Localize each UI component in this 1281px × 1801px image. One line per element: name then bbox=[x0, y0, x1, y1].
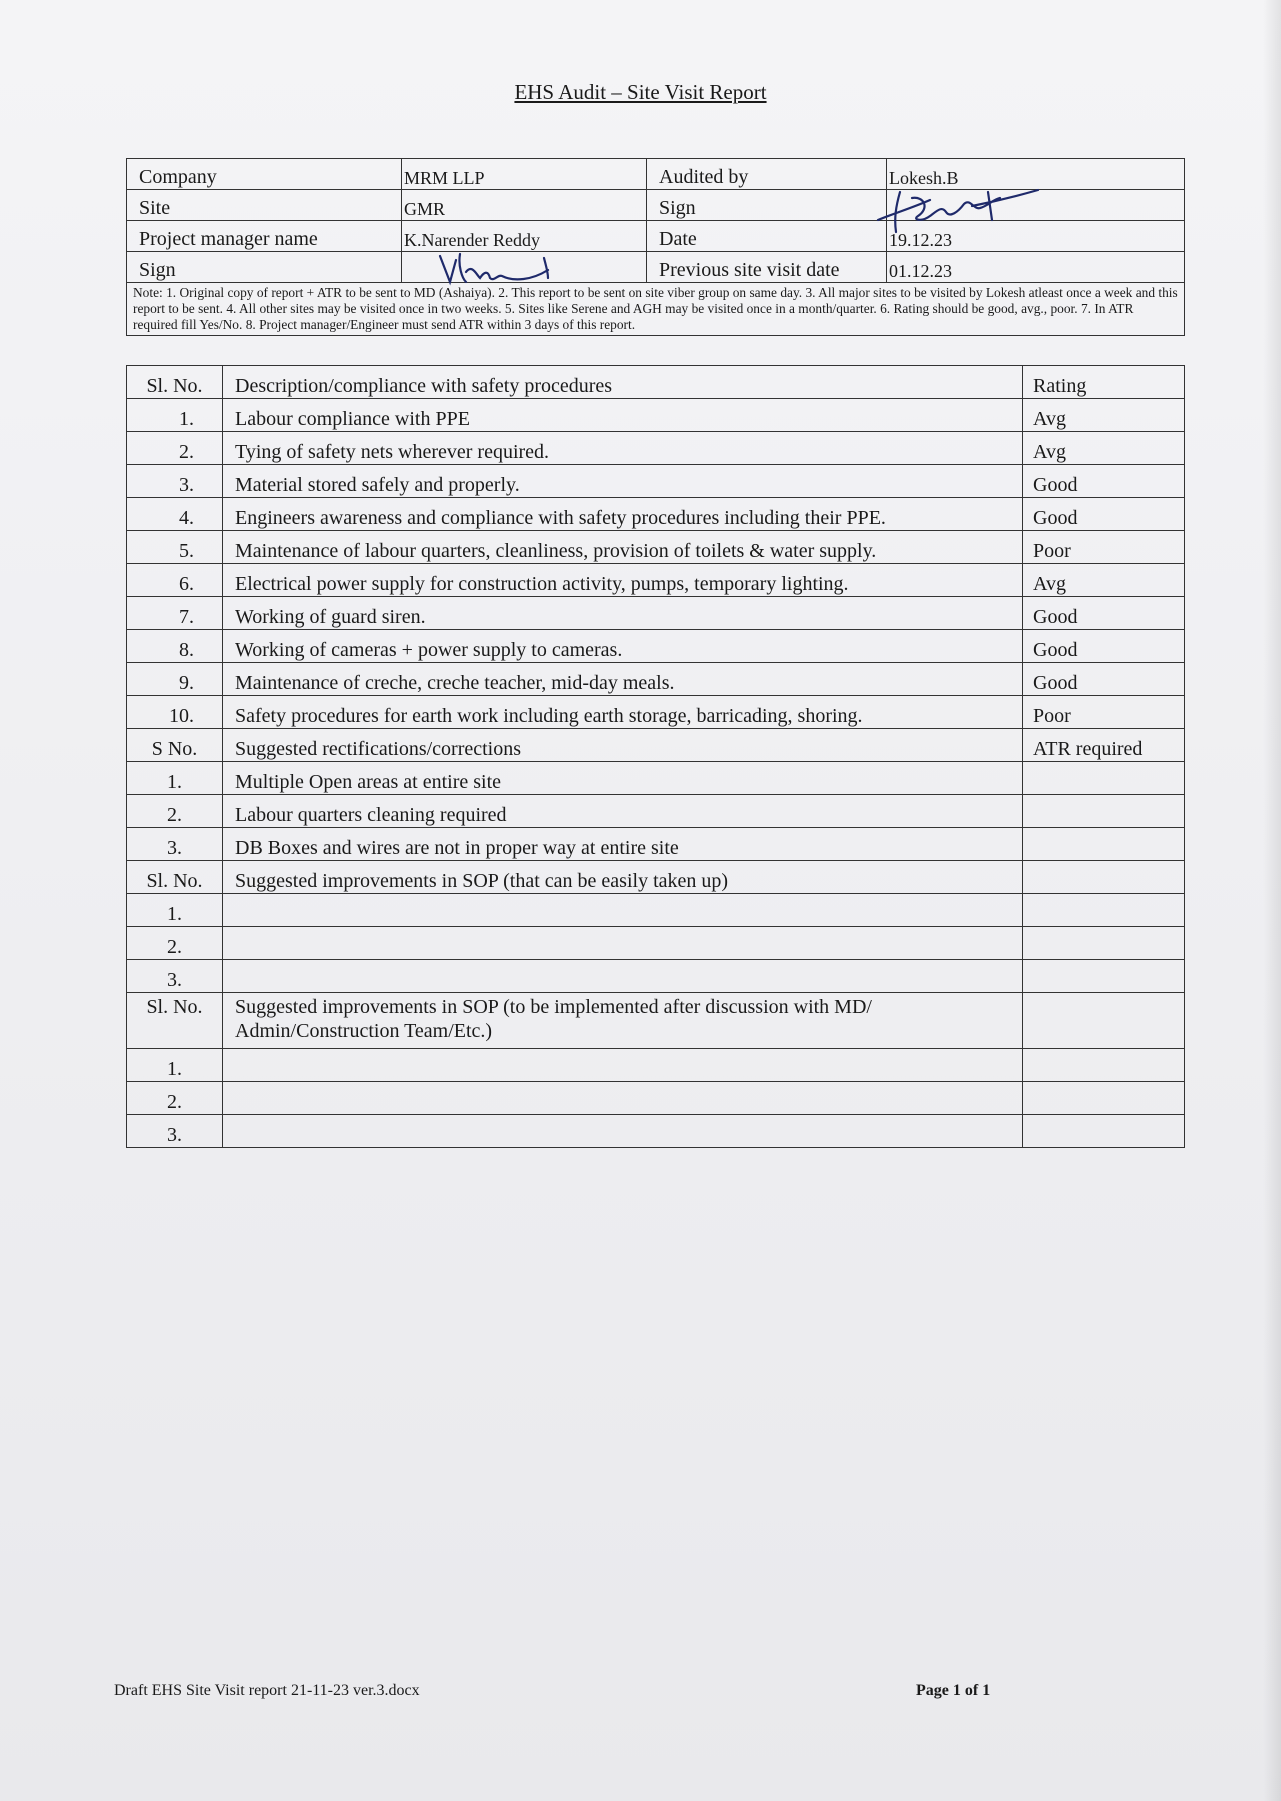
sop-easy-row-blank bbox=[1023, 894, 1185, 927]
compliance-row-description: Maintenance of creche, creche teacher, mid-day meals. bbox=[223, 663, 1023, 696]
footer-filename: Draft EHS Site Visit report 21-11-23 ver.3.docx bbox=[114, 1682, 420, 1699]
sop-easy-row bbox=[127, 927, 1185, 960]
compliance-row-description: Material stored safely and properly. bbox=[223, 465, 1023, 498]
sop-discuss-col-desc: Suggested improvements in SOP (to be implemented after discussion with MD/ Admin/Construction Team/Etc.) bbox=[223, 993, 1023, 1049]
sop-discuss-row-blank bbox=[1023, 1115, 1185, 1148]
sop-discuss-row-blank bbox=[1023, 1082, 1185, 1115]
header-row-site bbox=[127, 190, 1185, 221]
rectification-row bbox=[127, 828, 1185, 861]
report-title: EHS Audit – Site Visit Report bbox=[514, 80, 767, 104]
rectification-row bbox=[127, 795, 1185, 828]
compliance-row bbox=[127, 630, 1185, 663]
prev-visit-label: Previous site visit date bbox=[647, 252, 887, 283]
sop-easy-col-desc: Suggested improvements in SOP (that can be easily taken up) bbox=[223, 861, 1023, 894]
rectification-row-atr bbox=[1023, 795, 1185, 828]
compliance-row-description: Safety procedures for earth work including earth storage, barricading, shoring. bbox=[223, 696, 1023, 729]
note-text: Note: 1. Original copy of report + ATR to be sent to MD (Ashaiya). 2. This report to be sent on site viber group on same day. 3. All major sites to be visited by Lokesh atleast once a week and this report to be sent. 4. All other sites may be visited once in two weeks. 5. Sites like Serene and AGH may be visited once in a month/quarter. 6. Rating should be good, avg., poor. 7. In ATR required fill Yes/No. 8. Project manager/Engineer must send ATR within 3 days of this report. bbox=[127, 283, 1185, 336]
compliance-row-number: 7. bbox=[127, 597, 223, 630]
rectification-row-number: 1. bbox=[127, 762, 223, 795]
compliance-col-desc: Description/compliance with safety procedures bbox=[223, 366, 1023, 399]
compliance-row-rating: Good bbox=[1023, 465, 1185, 498]
sop-discuss-header-row bbox=[127, 993, 1185, 1049]
pm-value: K.Narender Reddy bbox=[402, 221, 647, 252]
sop-easy-row-description bbox=[223, 960, 1023, 993]
sop-easy-row-blank bbox=[1023, 927, 1185, 960]
compliance-col-rating: Rating bbox=[1023, 366, 1185, 399]
pm-label: Project manager name bbox=[127, 221, 402, 252]
sop-easy-rows bbox=[127, 894, 1185, 993]
sop-easy-col-no: Sl. No. bbox=[127, 861, 223, 894]
compliance-row-rating: Avg bbox=[1023, 564, 1185, 597]
compliance-row-rating: Poor bbox=[1023, 531, 1185, 564]
compliance-row-rating: Good bbox=[1023, 663, 1185, 696]
footer-page-number: Page 1 of 1 bbox=[916, 1682, 991, 1699]
sop-easy-row bbox=[127, 894, 1185, 927]
rectification-row-description: DB Boxes and wires are not in proper way at entire site bbox=[223, 828, 1023, 861]
page-edge-shadow bbox=[1263, 0, 1281, 1801]
pm-sign-label: Sign bbox=[127, 252, 402, 283]
audit-table bbox=[126, 365, 1185, 1148]
audited-by-value: Lokesh.B bbox=[887, 159, 1185, 190]
compliance-row bbox=[127, 432, 1185, 465]
compliance-row bbox=[127, 564, 1185, 597]
sop-discuss-row-number: 2. bbox=[127, 1082, 223, 1115]
compliance-row-number: 5. bbox=[127, 531, 223, 564]
compliance-row bbox=[127, 498, 1185, 531]
rectification-header-row bbox=[127, 729, 1185, 762]
compliance-row-rating: Good bbox=[1023, 597, 1185, 630]
header-info-table bbox=[126, 158, 1185, 336]
compliance-row-description: Maintenance of labour quarters, cleanliness, provision of toilets & water supply. bbox=[223, 531, 1023, 564]
sop-easy-row-blank bbox=[1023, 960, 1185, 993]
auditor-sign-cell bbox=[887, 190, 1185, 221]
compliance-row-description: Electrical power supply for construction activity, pumps, temporary lighting. bbox=[223, 564, 1023, 597]
compliance-row-rating: Avg bbox=[1023, 432, 1185, 465]
compliance-row-description: Working of cameras + power supply to cameras. bbox=[223, 630, 1023, 663]
prev-visit-value: 01.12.23 bbox=[887, 252, 1185, 283]
auditor-sign-label: Sign bbox=[647, 190, 887, 221]
compliance-row-number: 3. bbox=[127, 465, 223, 498]
sop-discuss-row-blank bbox=[1023, 1049, 1185, 1082]
sop-discuss-rows bbox=[127, 1049, 1185, 1148]
company-value: MRM LLP bbox=[402, 159, 647, 190]
rectification-row-description: Labour quarters cleaning required bbox=[223, 795, 1023, 828]
compliance-row-rating: Poor bbox=[1023, 696, 1185, 729]
sop-easy-col-blank bbox=[1023, 861, 1185, 894]
rectification-row-number: 3. bbox=[127, 828, 223, 861]
rectification-rows bbox=[127, 762, 1185, 861]
rectification-row bbox=[127, 762, 1185, 795]
rectification-col-no: S No. bbox=[127, 729, 223, 762]
header-row-sign bbox=[127, 252, 1185, 283]
compliance-row-number: 10. bbox=[127, 696, 223, 729]
sop-easy-row-number: 1. bbox=[127, 894, 223, 927]
compliance-row bbox=[127, 399, 1185, 432]
rectification-row-atr bbox=[1023, 762, 1185, 795]
compliance-row-number: 8. bbox=[127, 630, 223, 663]
compliance-row-rating: Avg bbox=[1023, 399, 1185, 432]
date-value: 19.12.23 bbox=[887, 221, 1185, 252]
sop-discuss-row-description bbox=[223, 1115, 1023, 1148]
compliance-row-description: Working of guard siren. bbox=[223, 597, 1023, 630]
sop-discuss-col-no: Sl. No. bbox=[127, 993, 223, 1049]
sop-easy-row bbox=[127, 960, 1185, 993]
sop-easy-row-description bbox=[223, 927, 1023, 960]
rectification-row-atr bbox=[1023, 828, 1185, 861]
sop-discuss-col-blank bbox=[1023, 993, 1185, 1049]
rectification-row-number: 2. bbox=[127, 795, 223, 828]
compliance-row-number: 1. bbox=[127, 399, 223, 432]
compliance-row bbox=[127, 597, 1185, 630]
site-label: Site bbox=[127, 190, 402, 221]
site-value: GMR bbox=[402, 190, 647, 221]
header-row-pm bbox=[127, 221, 1185, 252]
sop-easy-row-description bbox=[223, 894, 1023, 927]
note-row bbox=[127, 283, 1185, 336]
compliance-row-number: 4. bbox=[127, 498, 223, 531]
sop-discuss-row bbox=[127, 1049, 1185, 1082]
compliance-row-number: 2. bbox=[127, 432, 223, 465]
date-label: Date bbox=[647, 221, 887, 252]
compliance-row-rating: Good bbox=[1023, 498, 1185, 531]
compliance-row bbox=[127, 465, 1185, 498]
compliance-row-number: 6. bbox=[127, 564, 223, 597]
rectification-row-description: Multiple Open areas at entire site bbox=[223, 762, 1023, 795]
rectification-col-desc: Suggested rectifications/corrections bbox=[223, 729, 1023, 762]
sop-easy-row-number: 3. bbox=[127, 960, 223, 993]
sop-easy-row-number: 2. bbox=[127, 927, 223, 960]
sop-discuss-row-number: 1. bbox=[127, 1049, 223, 1082]
compliance-rows bbox=[127, 399, 1185, 729]
compliance-row-description: Labour compliance with PPE bbox=[223, 399, 1023, 432]
compliance-row-number: 9. bbox=[127, 663, 223, 696]
sop-discuss-row-description bbox=[223, 1082, 1023, 1115]
compliance-row-description: Engineers awareness and compliance with safety procedures including their PPE. bbox=[223, 498, 1023, 531]
company-label: Company bbox=[127, 159, 402, 190]
sop-discuss-row-number: 3. bbox=[127, 1115, 223, 1148]
compliance-row bbox=[127, 696, 1185, 729]
audited-by-label: Audited by bbox=[647, 159, 887, 190]
sop-discuss-row bbox=[127, 1115, 1185, 1148]
compliance-col-no: Sl. No. bbox=[127, 366, 223, 399]
compliance-row bbox=[127, 663, 1185, 696]
compliance-row-description: Tying of safety nets wherever required. bbox=[223, 432, 1023, 465]
compliance-header-row bbox=[127, 366, 1185, 399]
compliance-row-rating: Good bbox=[1023, 630, 1185, 663]
sop-discuss-row bbox=[127, 1082, 1185, 1115]
rectification-col-atr: ATR required bbox=[1023, 729, 1185, 762]
pm-sign-cell bbox=[402, 252, 647, 283]
header-row-company bbox=[127, 159, 1185, 190]
compliance-row bbox=[127, 531, 1185, 564]
sop-easy-header-row bbox=[127, 861, 1185, 894]
sop-discuss-row-description bbox=[223, 1049, 1023, 1082]
